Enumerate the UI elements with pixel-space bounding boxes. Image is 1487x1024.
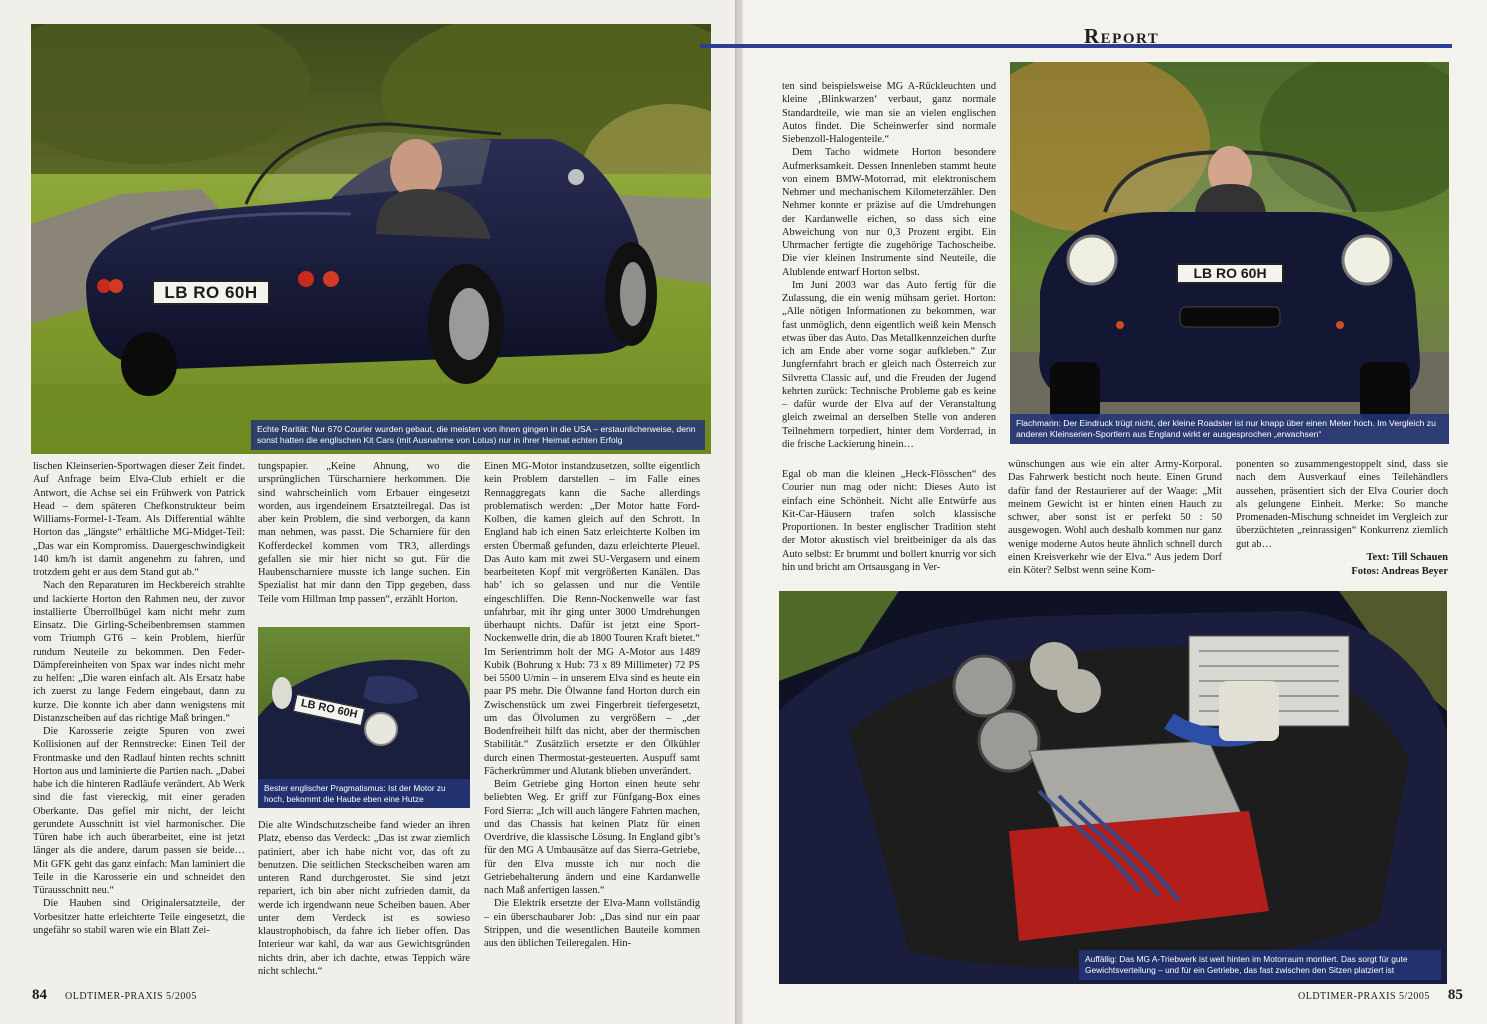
rear-plate-text: LB RO 60H (164, 283, 258, 302)
text-column-1 (33, 460, 245, 937)
left-page-number: 84 (32, 987, 47, 1003)
photo-credit: Fotos: Andreas Beyer (1351, 566, 1448, 577)
c6-paragraph-1: ponenten so zusammengestoppelt sind, dass sie nach dem Ausverkauf eines Teilehändlers aussehen, präsentiert sich der Elva Courier doch als gelungene Einheit. Merke: So manche Promenaden-Mischung schneidet im Vergleich zur überzüchteten „reinrassigen“ Konkurrenz ziemlich gut ab… (1236, 459, 1448, 550)
front-photo-caption: Flachmann: Der Eindruck trügt nicht, der kleine Roadster ist nur knapp über einen Meter hoch. Im Vergleich zu anderen Kleinserien-Sportlern aus England wirkt er ausgesprochen „erwachsen“ (1010, 414, 1449, 444)
c3-paragraph-1: Einen MG-Motor instandzusetzen, sollte eigentlich kein Problem darstellen – im Falle eines Rennaggregats kann die Sache allerdings problematisch werden: „Der Motor hatte Ford-Kolben, die kamen gleich auf den Schrott. In England hab ich einen Satz erleichterte Kolben im ersten Übermaß gefunden, dazu erleichterte Pleuel. Das Auto kam mit zwei SU-Vergasern und einem bearbeiteten Kopf mit vergrößerten Kanälen. Das hab’ ich so gelassen und nur die Ventile eingeschliffen. Die Renn-Nockenwelle war fast unfahrbar, mit ihr ging unter 3000 Umdrehungen überhaupt nichts. Dafür ist jetzt eine Sport-Nockenwelle drin, die ab 1800 Touren Kraft bietet.“ Im Serientrimm holt der MG A-Motor aus 1489 Kubik (Bohrung x Hub: 73 x 89 Millimeter) 72 PS bei 5500 U/min – in unserem Elva sind es heute ein paar PS mehr. Die Ölwanne fand Horton durch ein Zwischenstück um zwei Fingerbreit tiefergesetzt, um das Ölvolumen zu vergrößern – „der Bodenfreiheit hilft das nicht, aber der thermischen Stabilität.“ Zusätzlich ersetzte er den Ölkühler durch einen Thermostat-gesteuerten. Auspuff samt Fächerkrümmer und Alutank blieben unverändert. (484, 461, 700, 777)
hood-photo-caption: Bester englischer Pragmatismus: Ist der Motor zu hoch, bekommt die Haube eben eine Hutze (258, 779, 470, 808)
front-car-illustration (1010, 62, 1449, 444)
rear-view-car-illustration (31, 24, 711, 454)
rear-license-plate (152, 280, 270, 305)
c3-paragraph-2: Beim Getriebe ging Horton einen heute sehr beliebten Weg. Er griff zur Fünfgang-Box eines Ford Sierra: „Ich will auch längere Fahrten machen, und das Chassis hat keinen Platz für einen Overdrive, die klassische Lösung. In England gibt’s für den MG A Umbausätze auf das Sierra-Getriebe, für den Elva musste ich nur noch die Getriebehalterung ändern und eine Kardanwelle nach Maß anfertigen lassen.“ (484, 779, 700, 896)
c3-paragraph-3: Die Elektrik ersetzte der Elva-Mann vollständig – ein überschaubarer Job: „Das sind nur ein paar Strippen, und die wesentlichen Bauteile kommen aus den üblichen Teileregalen. Hin- (484, 898, 700, 949)
front-license-plate (1176, 263, 1284, 284)
c1-paragraph-4: Die Hauben sind Originalersatzteile, der Vorbesitzer hatte erleichterte Teile eingesetzt, die ungefähr so stabil waren wie ein Blatt Zei- (33, 898, 245, 936)
text-column-2-continued (258, 819, 470, 978)
c1-paragraph-3: Die Karosserie zeigte Spuren von zwei Kollisionen auf der Rennstrecke: Einen Teil der Frontmaske und den Radlauf hinten rechts schnitt Horton aus und laminierte die Partien nach. „Dabei habe ich die hinteren Radläufe verändert. Ab Werk sind die fast viereckig, mit einer geraden Oberkante. Das gefiel mir nicht, der leicht gerundete Ausschnitt ist viel harmonischer. Die Türen habe ich auch überarbeitet, eine ist jetzt länger als die andere, darum passen sie beide… Mit GFK geht das ganz einfach: Man laminiert die Teile in die Karosserie ein und schneidet den Türausschnitt neu.“ (33, 726, 245, 896)
front-plate-text: LB RO 60H (1193, 265, 1267, 281)
left-footer (32, 986, 197, 1004)
c4-paragraph-2: Dem Tacho widmete Horton besondere Aufmerksamkeit. Dessen Innenleben stammt heute von einem BMW-Motorrad, mit elektronischem Nehmer und mechanischem Kilometerzähler. Den Nehmer konnte er präzise auf die Umdrehungen der Kardanwelle eichen, so dass sich eine Abweichung von nur 0,3 Prozent ergibt. Ein Uhrmacher fertigte die zugehörige Tachoscheibe. Die vier kleinen Instrumente sind Neuteile, die Alublende entwarf Horton selbst. (782, 147, 996, 278)
c1-paragraph-2: Nach den Reparaturen im Heckbereich strahlte und lackierte Horton den Rahmen neu, der zuvor installierte Überrollbügel kam nicht mehr zum Einsatz. Die Girling-Scheibenbremsen stammen vom Triumph GT6 – kein Problem, hierfür rundum Neuteile zu bekommen. Den Feder-Dämpfereinheiten von Spax war indes nicht mehr zu helfen: „Die waren einfach alt. Als Ersatz habe ich zuerst zu lange Federn eingebaut, dann zu kurze. Die konnte ich aber dann wenigstens mit Distanzscheiben auf das richtige Maß bringen.“ (33, 580, 245, 724)
c2-paragraph-2: Die alte Windschutzscheibe fand wieder an ihren Platz, ebenso das Verdeck: „Das ist zwar ziemlich patiniert, aber ich habe nicht vor, das oft zu benutzen. Die seitlichen Steckscheiben waren am unteren Rand durchgerostet. Sie sind jetzt repariert, ich bin aber nicht zufrieden damit, da werde ich irgendwann neue Scheiben bauen. Aber unter dem Verdeck ist es sowieso klaustrophobisch, da fahre ich lieber offen. Das Interieur war kahl, da war aus Gewichtsgründen nichts drin, aber ich dachte, etwas Teppich wäre nicht schlecht.“ (258, 820, 470, 977)
c4-paragraph-4: Egal ob man die kleinen „Heck-Flösschen“ des Courier nun mag oder nicht: Dieses Auto ist einfach eine Schönheit. Nicht alle Entwürfe aus Kit-Car-Häusern trafen solch klassische Proportionen. In bester englischer Tradition steht der Motor akustisch viel breitbeiniger da als das Auto selbst: Er brummt und bollert knurrig vor sich hin und bricht am Ortsausgang in Ver- (782, 469, 996, 573)
text-credit: Text: Till Schauen (1366, 552, 1448, 563)
header-rule (700, 44, 1452, 48)
rear-view-car-photo (31, 24, 711, 454)
engine-photo-caption: Auffällig: Das MG A-Triebwerk ist weit hinten im Motorraum montiert. Das sorgt für gute Gewichtsverteilung – und für ein Getriebe, das fast zwischen den Sitzen platziert ist (1079, 950, 1441, 980)
text-column-5 (1008, 458, 1222, 577)
left-page (0, 0, 735, 1024)
main-photo-caption: Echte Rarität: Nur 670 Courier wurden gebaut, die meisten von ihnen gingen in die USA – erstaunlicherweise, denn sonst hatten die englischen Kit Cars (mit Ausnahme von Lotus) nur in ihrer Heimat echten Erfolg (251, 420, 705, 450)
text-column-6 (1236, 458, 1448, 551)
right-page-number: 85 (1447, 987, 1463, 1003)
c4-paragraph-1: ten sind beispielsweise MG A-Rückleuchten und kleine ‚Blinkwarzen‘ verbaut, ganz normale Standardteile, wie man sie an vielen englischen Autos findet. Die Scheinwerfer sind normale Siebenzoll-Halogenteile.“ (782, 81, 996, 145)
text-column-4 (782, 80, 996, 451)
front-view-car-photo (1010, 62, 1449, 444)
hood-plate-text: LB RO 60H (299, 697, 359, 721)
right-footer (1298, 986, 1463, 1004)
c5-paragraph-1: wünschungen aus wie ein alter Army-Korporal. Das Fahrwerk besticht noch heute. Einen Grund dafür fand der Restaurierer auf der Waage: „Mit meinem Gewicht ist er hinten einen Hauch zu schwer, aber sonst ist er perfekt 50 : 50 ausgewogen. Wohl auch deshalb kommen nur ganz wenige moderne Autos heute ähnlich schnell durch einen Kreisverkehr wie der Elva.“ Aus jedem Dorf ein Köter? Selbst wenn seine Kom- (1008, 459, 1222, 576)
section-header: Report (1084, 24, 1160, 48)
left-magazine-name: OLDTIMER-PRAXIS 5/2005 (65, 991, 197, 1002)
engine-illustration (779, 591, 1447, 984)
engine-bay-photo (779, 591, 1447, 984)
text-column-3 (484, 460, 700, 950)
hood-scoop-photo (258, 627, 470, 808)
text-column-2 (258, 460, 470, 606)
text-column-4-continued (782, 468, 996, 574)
c4-paragraph-3: Im Juni 2003 war das Auto fertig für die Zulassung, die ein wenig mühsam geriet. Horton: „Alle nötigen Informationen zu bekommen, war fast unmöglich, denn eigentlich weiß kein Mensch etwas über das Auto. Das Metallkennzeichen durfte ich am Ende aber vorne sogar aufkleben.“ Zur Jungfernfahrt brach er gleich nach Österreich zur Silvretta Classic auf, und die Freuden der Jugend kehrten zurück: Technische Probleme gab es keine – dafür wurde der Elva auf der Veranstaltung gleich zweimal an derselben Stelle von anderen Teilnehmern torpediert, hinter dem Vorderrad, in die frische Lackierung hinein… (782, 279, 996, 450)
credits-block (1260, 551, 1448, 579)
c1-paragraph-1: lischen Kleinserien-Sportwagen dieser Zeit findet. Auf Anfrage beim Elva-Club erhielt er die Antwort, die Achse sei ein Frühwerk von Patrick Head – dem späteren Chefkonstrukteur beim Williams-Formel-1-Team. Als Differential wählte Horton das „längste“ erhältliche MG-Midget-Teil: „Das war ein Kompromiss. Dauergeschwindigkeit 140 km/h ist damit angenehm zu fahren, und trotzdem geht er aus dem Stand gut ab.“ (33, 461, 245, 578)
right-magazine-name: OLDTIMER-PRAXIS 5/2005 (1298, 991, 1430, 1002)
binding-gutter (735, 0, 743, 1024)
c2-paragraph-1: tungspapier. „Keine Ahnung, wo die ursprünglichen Türscharniere herkommen. Die sind wahrscheinlich vom Erbauer eingesetzt worden, aus irgendeinem Ersatzteilregal. Das ist aber kein Problem, die sind verborgen, da kann man nehmen, was passt. Die Scharniere für den Kofferdeckel kommen vom TR3, allerdings gefallen sie mir hier nicht so gut. Für die Haubenscharniere musste ich lange suchen. Ein Spezialist hat mir dann den Tipp gegeben, dass Teile vom Hillman Imp passen“, erzählt Horton. (258, 461, 470, 605)
